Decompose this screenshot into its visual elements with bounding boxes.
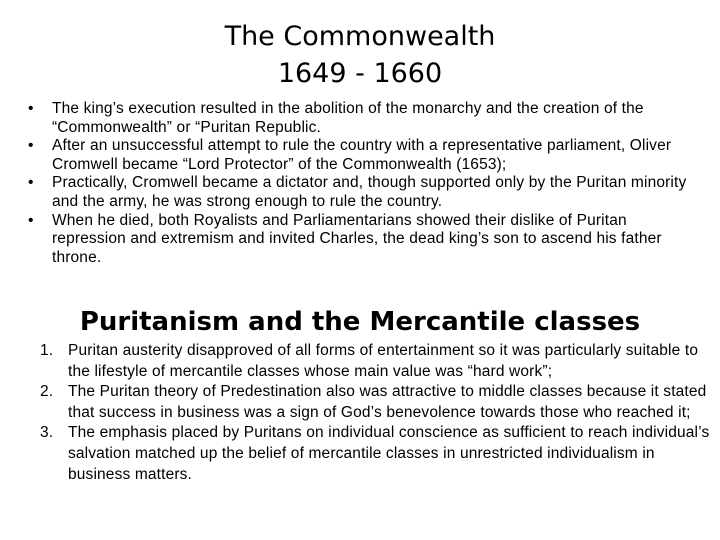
bullet-text: The king’s execution resulted in the abolition of the monarchy and the creation of the “Commonwealth” or “Puritan Republic. <box>52 100 644 136</box>
item-text: The Puritan theory of Predestination also was attractive to middle classes because it stated that success in business was a sign of God’s benevolence towards those who reached it; <box>68 383 707 421</box>
bullet-text: When he died, both Royalists and Parliamentarians showed their dislike of Puritan repression and extremism and invited Charles, the dead king’s son to ascend his father throne. <box>52 211 662 266</box>
numbered-list <box>40 341 712 485</box>
bullet-marker: • <box>28 100 34 117</box>
bullet-item <box>28 174 696 211</box>
bullet-list <box>28 100 696 267</box>
item-text: Puritan austerity disapproved of all forms of entertainment so it was particularly suitable to the lifestyle of mercantile classes whose main value was “hard work”; <box>68 342 699 380</box>
item-number: 3. <box>40 424 54 442</box>
page-title <box>0 18 720 92</box>
bullet-item <box>28 137 696 174</box>
item-number: 1. <box>40 342 54 359</box>
bullet-item <box>28 212 696 268</box>
bullet-item <box>28 100 696 137</box>
numbered-item <box>40 382 712 423</box>
numbered-item <box>40 423 712 485</box>
bullet-text: After an unsuccessful attempt to rule the country with a representative parliament, Oliver Cromwell became “Lord Protector” of the Commonwealth (1653); <box>52 137 672 173</box>
bullet-marker: • <box>28 137 34 155</box>
item-text: The emphasis placed by Puritans on individual conscience as sufficient to reach individual’s salvation matched up the belief of mercantile classes in unrestricted individualism in business matters. <box>68 424 710 483</box>
numbered-item <box>40 341 712 382</box>
item-number: 2. <box>40 383 54 401</box>
title-line-1: The Commonwealth <box>224 21 496 52</box>
section-heading: Puritanism and the Mercantile classes <box>79 307 641 337</box>
title-line-2: 1649 - 1660 <box>277 58 443 89</box>
bullet-text: Practically, Cromwell became a dictator and, though supported only by the Puritan minority and the army, he was strong enough to rule the country. <box>52 174 687 210</box>
bullet-marker: • <box>28 211 34 229</box>
bullet-marker: • <box>28 174 34 192</box>
